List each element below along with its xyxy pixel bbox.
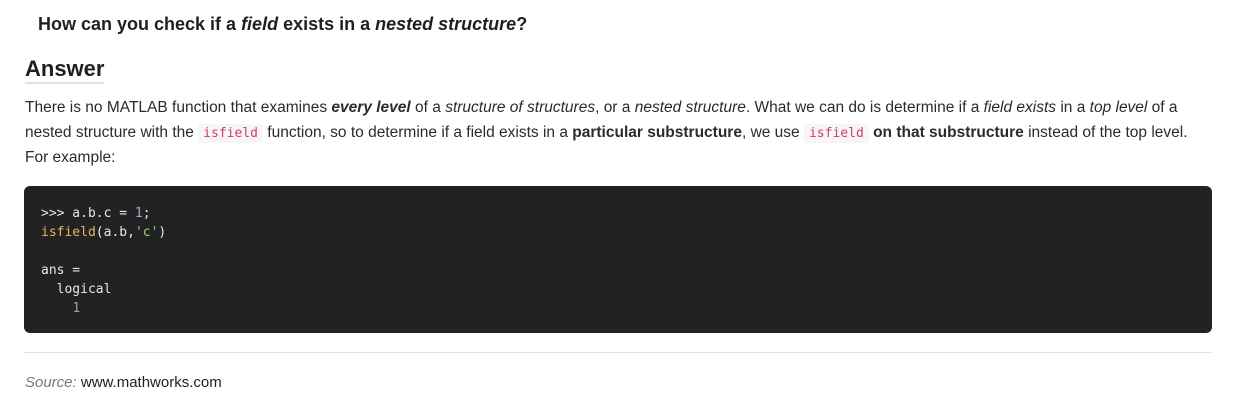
question-heading [38,14,527,35]
emphasis-top-level: top level [1089,99,1148,116]
answer-heading [25,56,104,82]
code-line-2 [41,223,1195,242]
code-token-function: isfield [41,225,96,240]
code-line-blank [41,242,1195,261]
question-emphasis-field: field [241,14,279,34]
paragraph-text: of a nested structure with the [25,99,1178,141]
code-line-5: logical [41,282,112,297]
emphasis-field-exists: field exists [983,99,1057,116]
code-line-6 [41,299,1195,318]
inline-code-isfield: isfield [198,124,263,143]
code-token-string: 'c' [134,225,159,240]
emphasis-every-level: every level [331,99,411,116]
bold-on-that-substructure: on that substructure [873,123,1024,141]
source-line [25,374,222,391]
paragraph-text: of a [410,99,446,116]
paragraph-text: , or a [595,99,635,116]
paragraph-text: There is no MATLAB function that examines [25,99,332,116]
inline-code-isfield: isfield [804,124,869,143]
code-token-number: 1 [134,206,143,221]
code-token-value: 1 [72,301,81,316]
source-label: Source: [25,374,77,391]
paragraph-text: instead of the top level. For example: [25,123,1188,166]
code-token: ) [158,225,167,240]
paragraph-text: , we use [741,123,804,141]
code-token: (a.b, [95,225,135,240]
paragraph-text: in a [1056,99,1090,116]
emphasis-nested-structure: nested structure [634,99,746,116]
question-text-prefix: How can you check if a [38,14,242,34]
answer-heading-text: Answer [25,56,104,84]
bold-particular-substructure: particular substructure [572,123,742,141]
question-text-suffix: ? [516,14,528,34]
question-text-middle: exists in a [278,14,376,34]
answer-paragraph [25,96,1215,171]
source-value: www.mathworks.com [80,374,222,391]
paragraph-text: . What we can do is determine if a [745,99,984,116]
divider [24,352,1212,353]
question-emphasis-nested: nested structure [375,14,517,34]
code-line-4: ans = [41,263,81,278]
paragraph-text: function, so to determine if a field exists in a [262,123,573,141]
code-line-1 [41,204,1195,223]
emphasis-structure-of-structures: structure of structures [445,99,596,116]
code-block[interactable] [24,186,1212,333]
code-token: ; [142,206,151,221]
code-token: >>> a.b.c = [41,206,135,221]
